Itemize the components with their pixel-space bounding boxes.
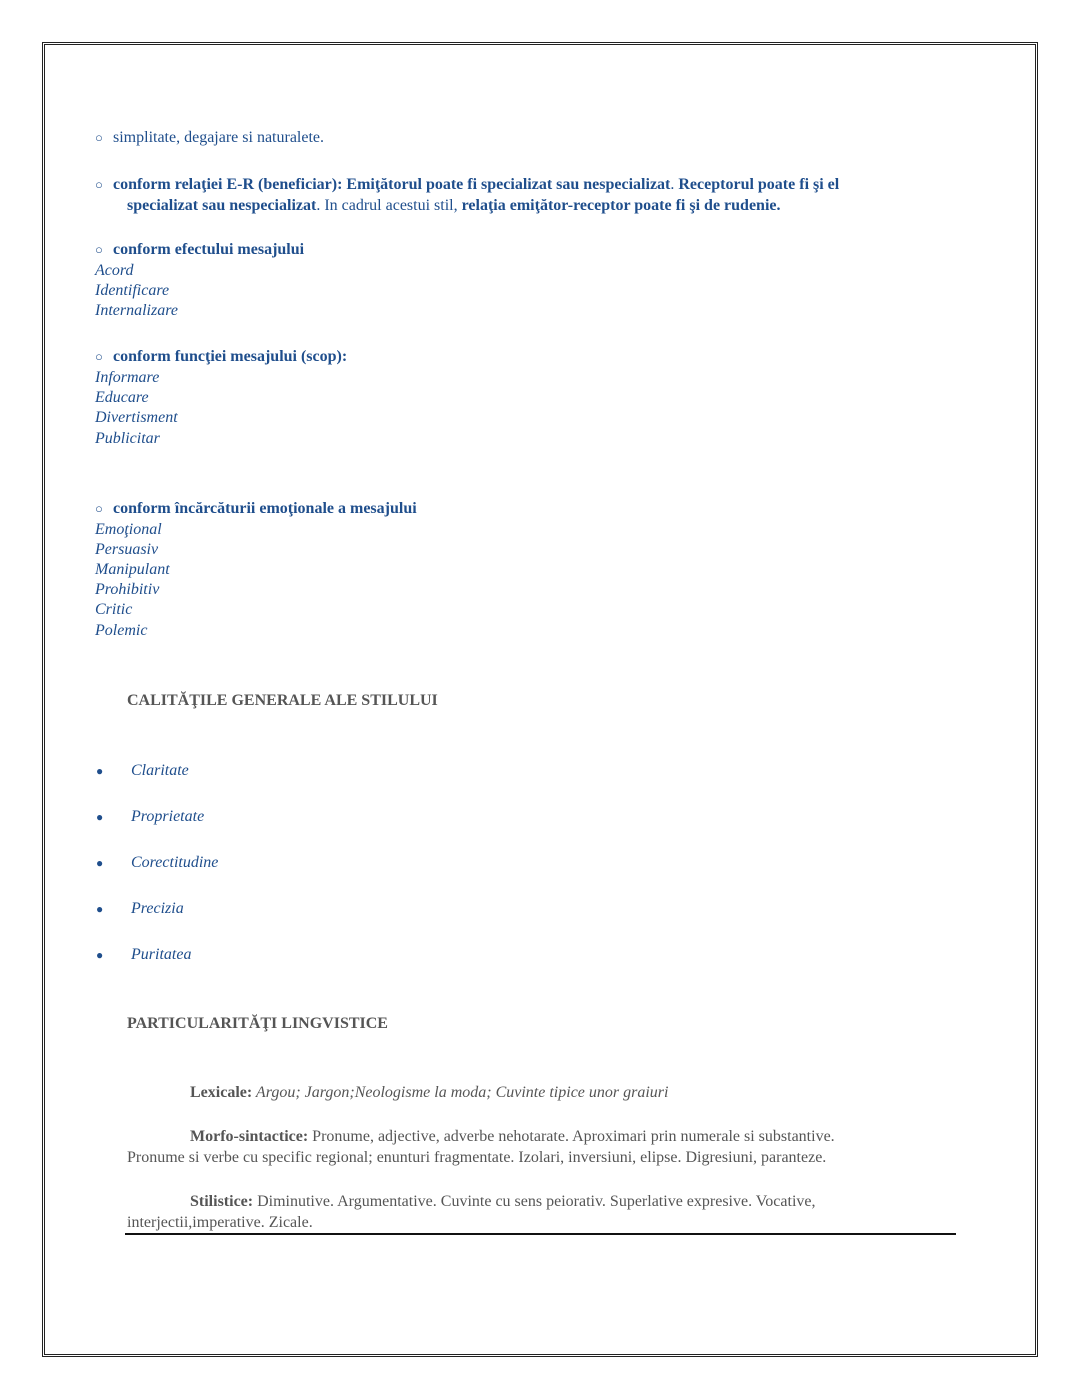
er-text: Receptorul poate fi şi el	[678, 176, 840, 193]
circle-bullet-icon: ○	[95, 501, 103, 516]
er-text: . In cadrul acestui stil,	[316, 197, 462, 214]
section-emotie-heading	[95, 499, 417, 519]
list-item: Prohibitiv	[95, 581, 160, 598]
bullet-icon: ●	[96, 856, 104, 870]
list-item: Divertisment	[95, 409, 178, 426]
er-paragraph	[95, 175, 839, 195]
morfo-paragraph	[190, 1127, 835, 1147]
list-item: Puritatea	[131, 946, 192, 963]
morfo-label: Morfo-sintactice:	[190, 1128, 309, 1145]
heading-text: conform funcţiei mesajului (scop):	[113, 348, 348, 365]
item-text: simplitate, degajare si naturalete.	[113, 129, 325, 146]
lexicale-paragraph	[190, 1083, 668, 1103]
list-item: Identificare	[95, 282, 170, 299]
bullet-icon: ●	[96, 810, 104, 824]
particularitati-heading: PARTICULARITĂŢI LINGVISTICE	[127, 1015, 388, 1032]
section-functie-heading	[95, 347, 347, 367]
lexicale-text: Argou; Jargon;Neologisme la moda; Cuvinte tipice unor graiuri	[252, 1084, 669, 1101]
stilistice-paragraph	[190, 1192, 816, 1212]
stilistice-text-line2: interjectii,imperative. Zicale.	[127, 1214, 313, 1231]
er-label: conform relaţiei E-R (beneficiar):	[113, 176, 343, 193]
calitati-heading: CALITĂŢILE GENERALE ALE STILULUI	[127, 692, 438, 709]
bullet-icon: ●	[96, 902, 104, 916]
morfo-text: Pronume, adjective, adverbe nehotarate. Aproximari prin numerale si substantive.	[308, 1128, 835, 1145]
list-item	[95, 128, 324, 148]
list-item: Informare	[95, 369, 160, 386]
list-item: Internalizare	[95, 302, 178, 319]
er-text: relaţia emiţător-receptor poate fi şi de rudenie.	[461, 197, 781, 214]
section-efect-heading	[95, 240, 304, 260]
list-item: Acord	[95, 262, 134, 279]
circle-bullet-icon: ○	[95, 349, 103, 364]
er-text: Emiţătorul poate fi specializat sau nespecializat	[342, 176, 671, 193]
er-paragraph-line2	[127, 196, 780, 216]
er-text: .	[670, 176, 679, 193]
list-item: Claritate	[131, 762, 189, 779]
bullet-icon: ●	[96, 948, 104, 962]
stilistice-text: Diminutive. Argumentative. Cuvinte cu sens peiorativ. Superlative expresive. Vocative,	[253, 1193, 816, 1210]
heading-text: conform încărcăturii emoţionale a mesajului	[113, 500, 417, 517]
heading-text: conform efectului mesajului	[113, 241, 305, 258]
lexicale-label: Lexicale:	[190, 1084, 253, 1101]
circle-bullet-icon: ○	[95, 242, 103, 257]
stilistice-label: Stilistice:	[190, 1193, 254, 1210]
list-item: Corectitudine	[131, 854, 219, 871]
list-item: Manipulant	[95, 561, 170, 578]
list-item: Educare	[95, 389, 149, 406]
list-item: Polemic	[95, 622, 148, 639]
list-item: Precizia	[131, 900, 184, 917]
horizontal-rule	[125, 1233, 956, 1235]
list-item: Proprietate	[131, 808, 205, 825]
bullet-icon: ●	[96, 764, 104, 778]
er-text: specializat sau nespecializat	[127, 197, 317, 214]
circle-bullet-icon: ○	[95, 130, 103, 145]
list-item: Emoţional	[95, 521, 162, 538]
list-item: Persuasiv	[95, 541, 159, 558]
circle-bullet-icon: ○	[95, 177, 103, 192]
list-item: Critic	[95, 601, 133, 618]
morfo-text-line2: Pronume si verbe cu specific regional; enunturi fragmentate. Izolari, inversiuni, elipse. Digresiuni, paranteze.	[127, 1149, 827, 1166]
list-item: Publicitar	[95, 430, 160, 447]
